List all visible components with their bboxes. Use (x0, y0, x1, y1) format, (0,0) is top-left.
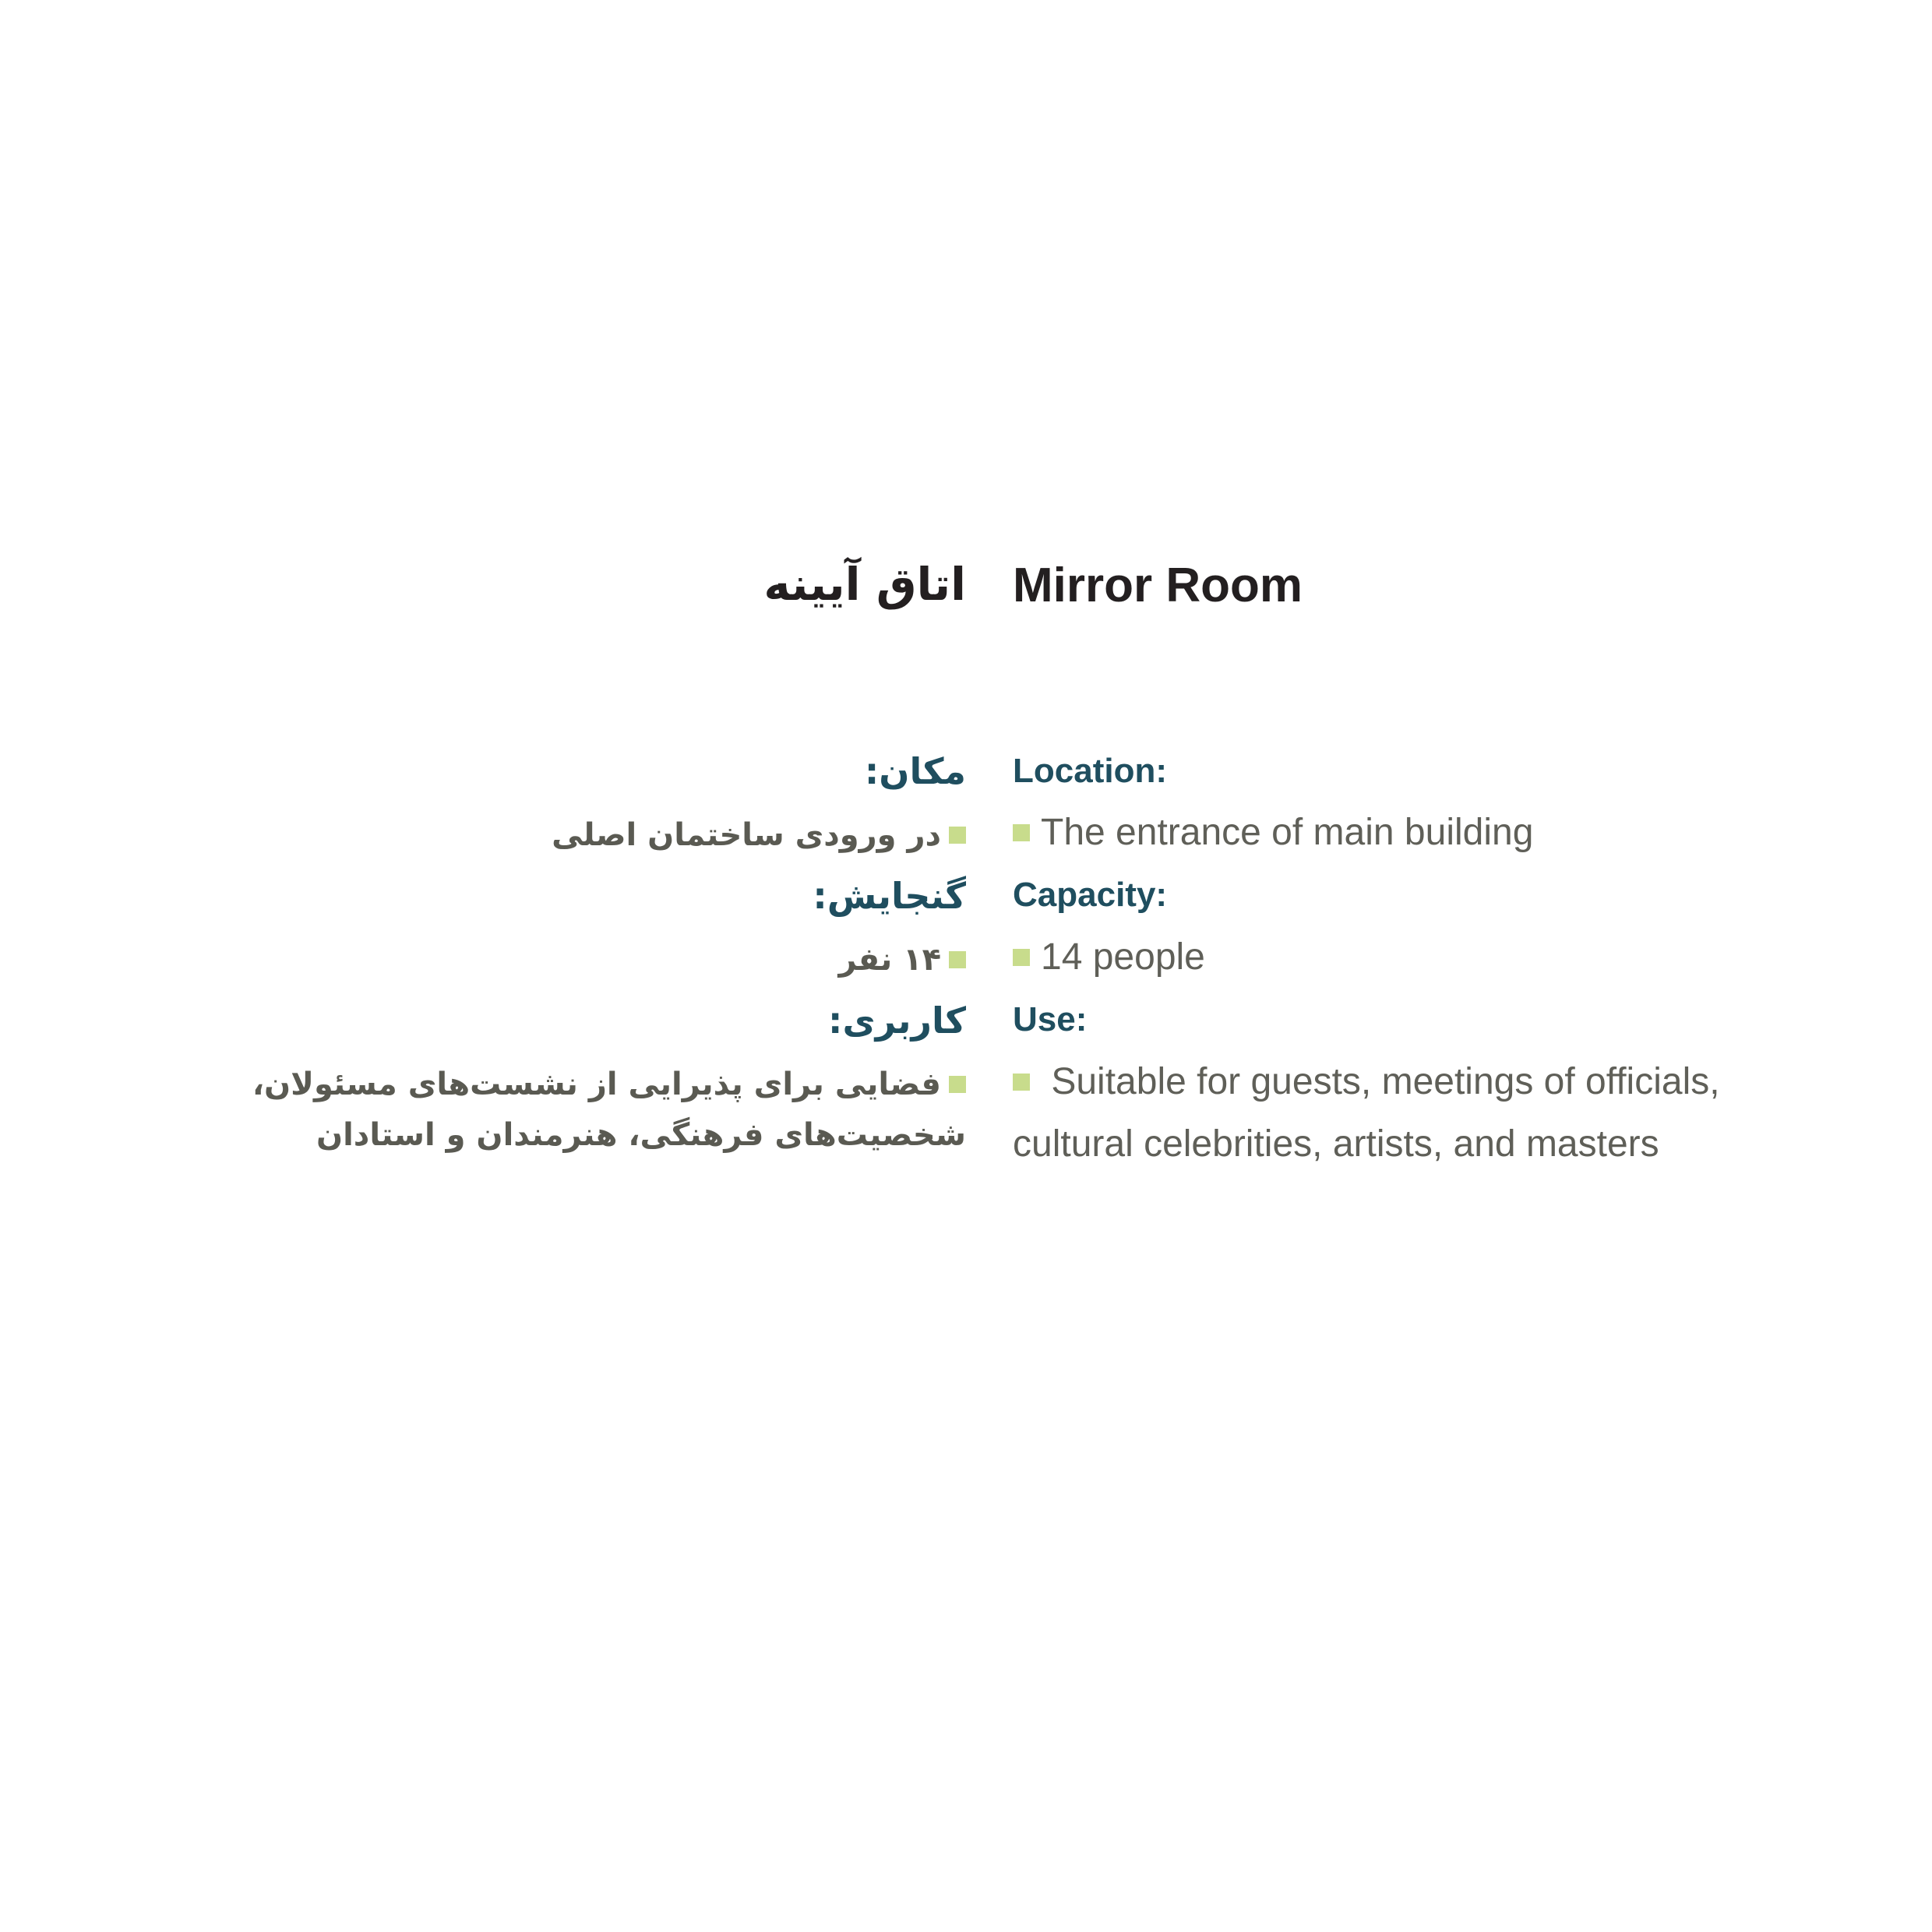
bullet-square-icon (1013, 824, 1030, 841)
location-value-english: The entrance of main building (1041, 812, 1534, 853)
location-value-persian: در ورودی ساختمان اصلی (552, 817, 941, 853)
use-value-english-row (1013, 1055, 1720, 1109)
capacity-value-persian: ۱۴ نفر (838, 942, 941, 978)
use-label-persian: کاربری: (828, 999, 966, 1042)
location-value-persian-row (552, 810, 966, 860)
capacity-value-persian-row (839, 935, 966, 985)
use-value-english-line2: cultural celebrities, artists, and masters (1013, 1123, 1659, 1165)
bullet-square-icon (1013, 949, 1030, 966)
use-label-english: Use: (1013, 1000, 1088, 1038)
bullet-square-icon (949, 1076, 966, 1093)
capacity-label-english: Capacity: (1013, 876, 1168, 914)
bullet-square-icon (949, 827, 966, 844)
use-value-persian-line1: فضایی برای پذیرایی از نشست‌های مسئولان، (252, 1066, 941, 1102)
use-value-english-line1: Suitable for guests, meetings of officials, (1041, 1061, 1720, 1102)
bullet-square-icon (949, 951, 966, 968)
capacity-label-persian: گنجایش: (813, 875, 966, 917)
title-english: Mirror Room (1013, 559, 1303, 612)
use-value-persian-row (252, 1059, 966, 1109)
bullet-square-icon (1013, 1074, 1030, 1091)
capacity-value-english: 14 people (1041, 936, 1205, 978)
location-label-persian: مکان: (864, 750, 966, 792)
use-value-persian-line2: شخصیت‌های فرهنگی، هنرمندان و استادان (316, 1117, 966, 1153)
capacity-value-english-row (1013, 930, 1205, 985)
location-label-english: Location: (1013, 752, 1167, 790)
location-value-english-row (1013, 806, 1533, 860)
title-persian: اتاق آیینه (763, 558, 966, 611)
